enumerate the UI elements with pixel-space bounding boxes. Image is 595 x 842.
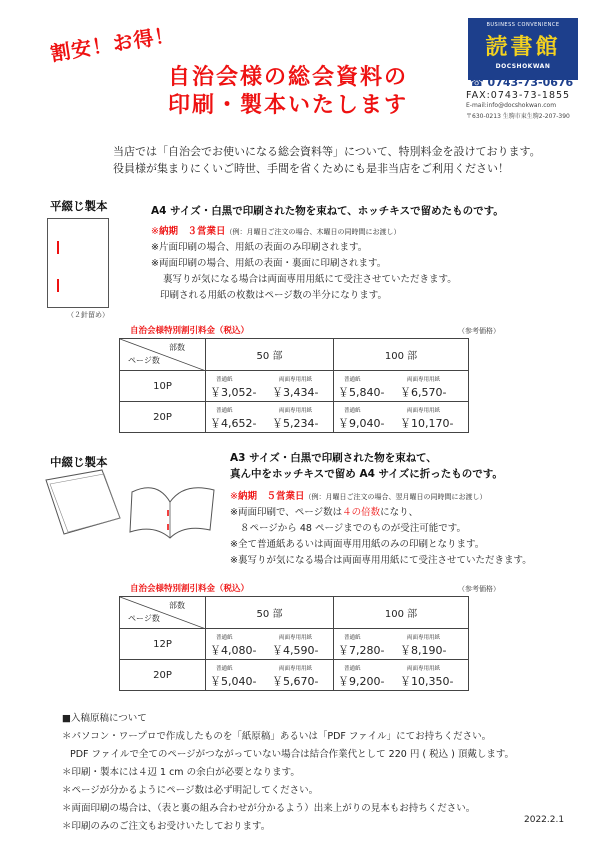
phone-number: [470, 76, 573, 89]
header-copies: 部数: [169, 343, 185, 352]
staple-caption: （２針留め）: [67, 311, 109, 319]
section-heading-saddle-stitch: 中綴じ製本: [50, 455, 108, 469]
staple-mark: [57, 279, 59, 292]
flat-binding-description: A4 サイズ・白黒で印刷された物を束ねて、ホッチキスで留めたものです。: [151, 205, 504, 217]
flat-delivery-label: 納期 ３営業日: [158, 226, 226, 237]
saddle-delivery-line: ※納期 ５営業日（例：月曜日ご注文の場合、翌月曜日の同時間にお渡し）: [230, 491, 487, 502]
price-table-1: [119, 338, 469, 433]
flat-delivery-note: （例：月曜日ご注文の場合、木曜日の同時間にお渡し）: [225, 228, 401, 236]
table-row: [120, 402, 469, 433]
staple-mark: [57, 241, 59, 254]
price-duplex: ￥4,590-: [272, 644, 319, 657]
header-pages: ページ数: [128, 614, 160, 623]
column-header-50: 50 部: [206, 597, 334, 629]
intro-line-1: 当店では「自治会でお使いになる総会資料等」について、特別料金を設けております。: [113, 145, 541, 158]
manuscript-line-4: ＊ページが分かるようにページ数は必ず明記してください。: [62, 785, 319, 796]
logo-bottom-text: DOCSHOKWAN: [495, 63, 551, 70]
flat-binding-illustration: [47, 218, 109, 308]
saddle-description-2: 真ん中をホッチキスで留め A4 サイズに折ったものです。: [230, 468, 503, 480]
phone-text: 0743-73-0676: [487, 76, 574, 89]
price-duplex: ￥5,670-: [272, 675, 319, 688]
saddle-note-1: ※両面印刷で、ページ数は４の倍数になり、: [230, 507, 419, 518]
price-table-1-reference: （参考価格）: [458, 327, 500, 335]
price-table-2-reference: （参考価格）: [458, 585, 500, 593]
row-pages: 12P: [120, 629, 206, 660]
price-table-1-title: 自治会様特別割引料金（税込）: [130, 326, 250, 336]
multiple-of-four: ４の倍数: [342, 507, 381, 518]
price-cell-50: 普通紙 両面専用用紙 ￥4,652- ￥5,234-: [206, 402, 334, 433]
fax-number: FAX:0743-73-1855: [466, 90, 571, 101]
table-row: [120, 660, 469, 691]
saddle-description-1: A3 サイズ・白黒で印刷された物を束ねて、: [230, 452, 437, 464]
manuscript-line-2: PDF ファイルで全てのページがつながっていない場合は結合作業代として 220 円 ( 税込 ) 頂戴します。: [70, 749, 515, 760]
column-header-100: 100 部: [334, 339, 469, 371]
price-table-2: [119, 596, 469, 691]
price-cell-100: 普通紙 両面専用用紙 ￥5,840- ￥6,570-: [334, 371, 469, 402]
header-pages: ページ数: [128, 356, 160, 365]
price-duplex: ￥8,190-: [400, 644, 447, 657]
logo-top-text: BUSINESS CONVENIENCE: [486, 22, 560, 28]
title-line-1: 自治会様の総会資料の: [168, 65, 409, 90]
title-line-2: 印刷・製本いたします: [168, 93, 409, 118]
saddle-note-2: ８ページから 48 ページまでのものが受注可能です。: [240, 523, 466, 534]
table-row: [120, 629, 469, 660]
price-normal: ￥3,052-: [210, 386, 257, 399]
store-address: 〒630-0213 生駒市東生駒2-207-390: [466, 113, 570, 120]
saddle-delivery-note: （例：月曜日ご注文の場合、翌月曜日の同時間にお渡し）: [304, 493, 487, 501]
section-heading-flat-binding: 平綴じ製本: [50, 199, 108, 213]
price-cell-50: 普通紙 両面専用用紙 ￥5,040- ￥5,670-: [206, 660, 334, 691]
price-duplex: ￥6,570-: [400, 386, 447, 399]
manuscript-line-5: ＊両面印刷の場合は、（表と裏の組み合わせが分かるよう）出来上がりの見本もお持ちください。: [62, 803, 476, 814]
price-duplex: ￥10,350-: [400, 675, 454, 688]
price-cell-50: 普通紙 両面専用用紙 ￥3,052- ￥3,434-: [206, 371, 334, 402]
email-address: E-mail:info@docshokwan.com: [466, 102, 557, 109]
saddle-note-3: ※全て普通紙あるいは両面専用用紙のみの印刷となります。: [230, 539, 485, 550]
price-cell-100: 普通紙 両面専用用紙 ￥9,200- ￥10,350-: [334, 660, 469, 691]
price-cell-100: 普通紙 両面専用用紙 ￥9,040- ￥10,170-: [334, 402, 469, 433]
flat-note-3: 裏写りが気になる場合は両面専用用紙にて受注させていただきます。: [163, 274, 457, 285]
flat-note-4: 印刷される用紙の枚数はページ数の半分になります。: [160, 290, 388, 301]
saddle-delivery-label: 納期 ５営業日: [237, 491, 305, 502]
column-header-100: 100 部: [334, 597, 469, 629]
table-corner-header: [120, 339, 206, 371]
manuscript-line-3: ＊印刷・製本には４辺 1 cm の余白が必要となります。: [62, 767, 300, 778]
saddle-stitch-illustration: [42, 468, 222, 544]
price-duplex: ￥3,434-: [272, 386, 319, 399]
header-copies: 部数: [169, 601, 185, 610]
price-cell-100: 普通紙 両面専用用紙 ￥7,280- ￥8,190-: [334, 629, 469, 660]
price-normal: ￥9,040-: [338, 417, 385, 430]
price-normal: ￥9,200-: [338, 675, 385, 688]
price-normal: ￥4,080-: [210, 644, 257, 657]
flat-note-2: ※両面印刷の場合、用紙の表面・裏面に印刷されます。: [151, 258, 387, 269]
column-header-50: 50 部: [206, 339, 334, 371]
flat-delivery-line: ※納期 ３営業日（例：月曜日ご注文の場合、木曜日の同時間にお渡し）: [151, 226, 401, 237]
intro-line-2: 役員様が集まりにくいご時世、手間を省くためにも是非当店をご利用ください！: [113, 162, 509, 175]
saddle-note-4: ※裏写りが気になる場合は両面専用用紙にて受注させていただきます。: [230, 555, 532, 566]
price-normal: ￥5,840-: [338, 386, 385, 399]
store-logo: [468, 18, 578, 80]
manuscript-heading: ■入稿原稿について: [62, 713, 147, 724]
row-pages: 10P: [120, 371, 206, 402]
price-cell-50: 普通紙 両面専用用紙 ￥4,080- ￥4,590-: [206, 629, 334, 660]
price-duplex: ￥5,234-: [272, 417, 319, 430]
price-normal: ￥4,652-: [210, 417, 257, 430]
row-pages: 20P: [120, 660, 206, 691]
row-pages: 20P: [120, 402, 206, 433]
price-normal: ￥5,040-: [210, 675, 257, 688]
issue-date: 2022.2.1: [524, 815, 565, 825]
manuscript-line-1: ＊パソコン・ワープロで作成したものを「紙原稿」あるいは「PDF ファイル」にてお持ちください。: [62, 731, 492, 742]
flat-note-1: ※片面印刷の場合、用紙の表面のみ印刷されます。: [151, 242, 368, 253]
tagline: 割安！お得！: [48, 22, 177, 66]
table-corner-header: [120, 597, 206, 629]
table-row: [120, 371, 469, 402]
manuscript-line-6: ＊印刷のみのご注文もお受けいたしております。: [62, 821, 271, 832]
price-table-2-title: 自治会様特別割引料金（税込）: [130, 584, 250, 594]
price-duplex: ￥10,170-: [400, 417, 454, 430]
phone-icon: ☎: [470, 76, 484, 89]
price-normal: ￥7,280-: [338, 644, 385, 657]
logo-main-text: 読書館: [485, 35, 561, 60]
